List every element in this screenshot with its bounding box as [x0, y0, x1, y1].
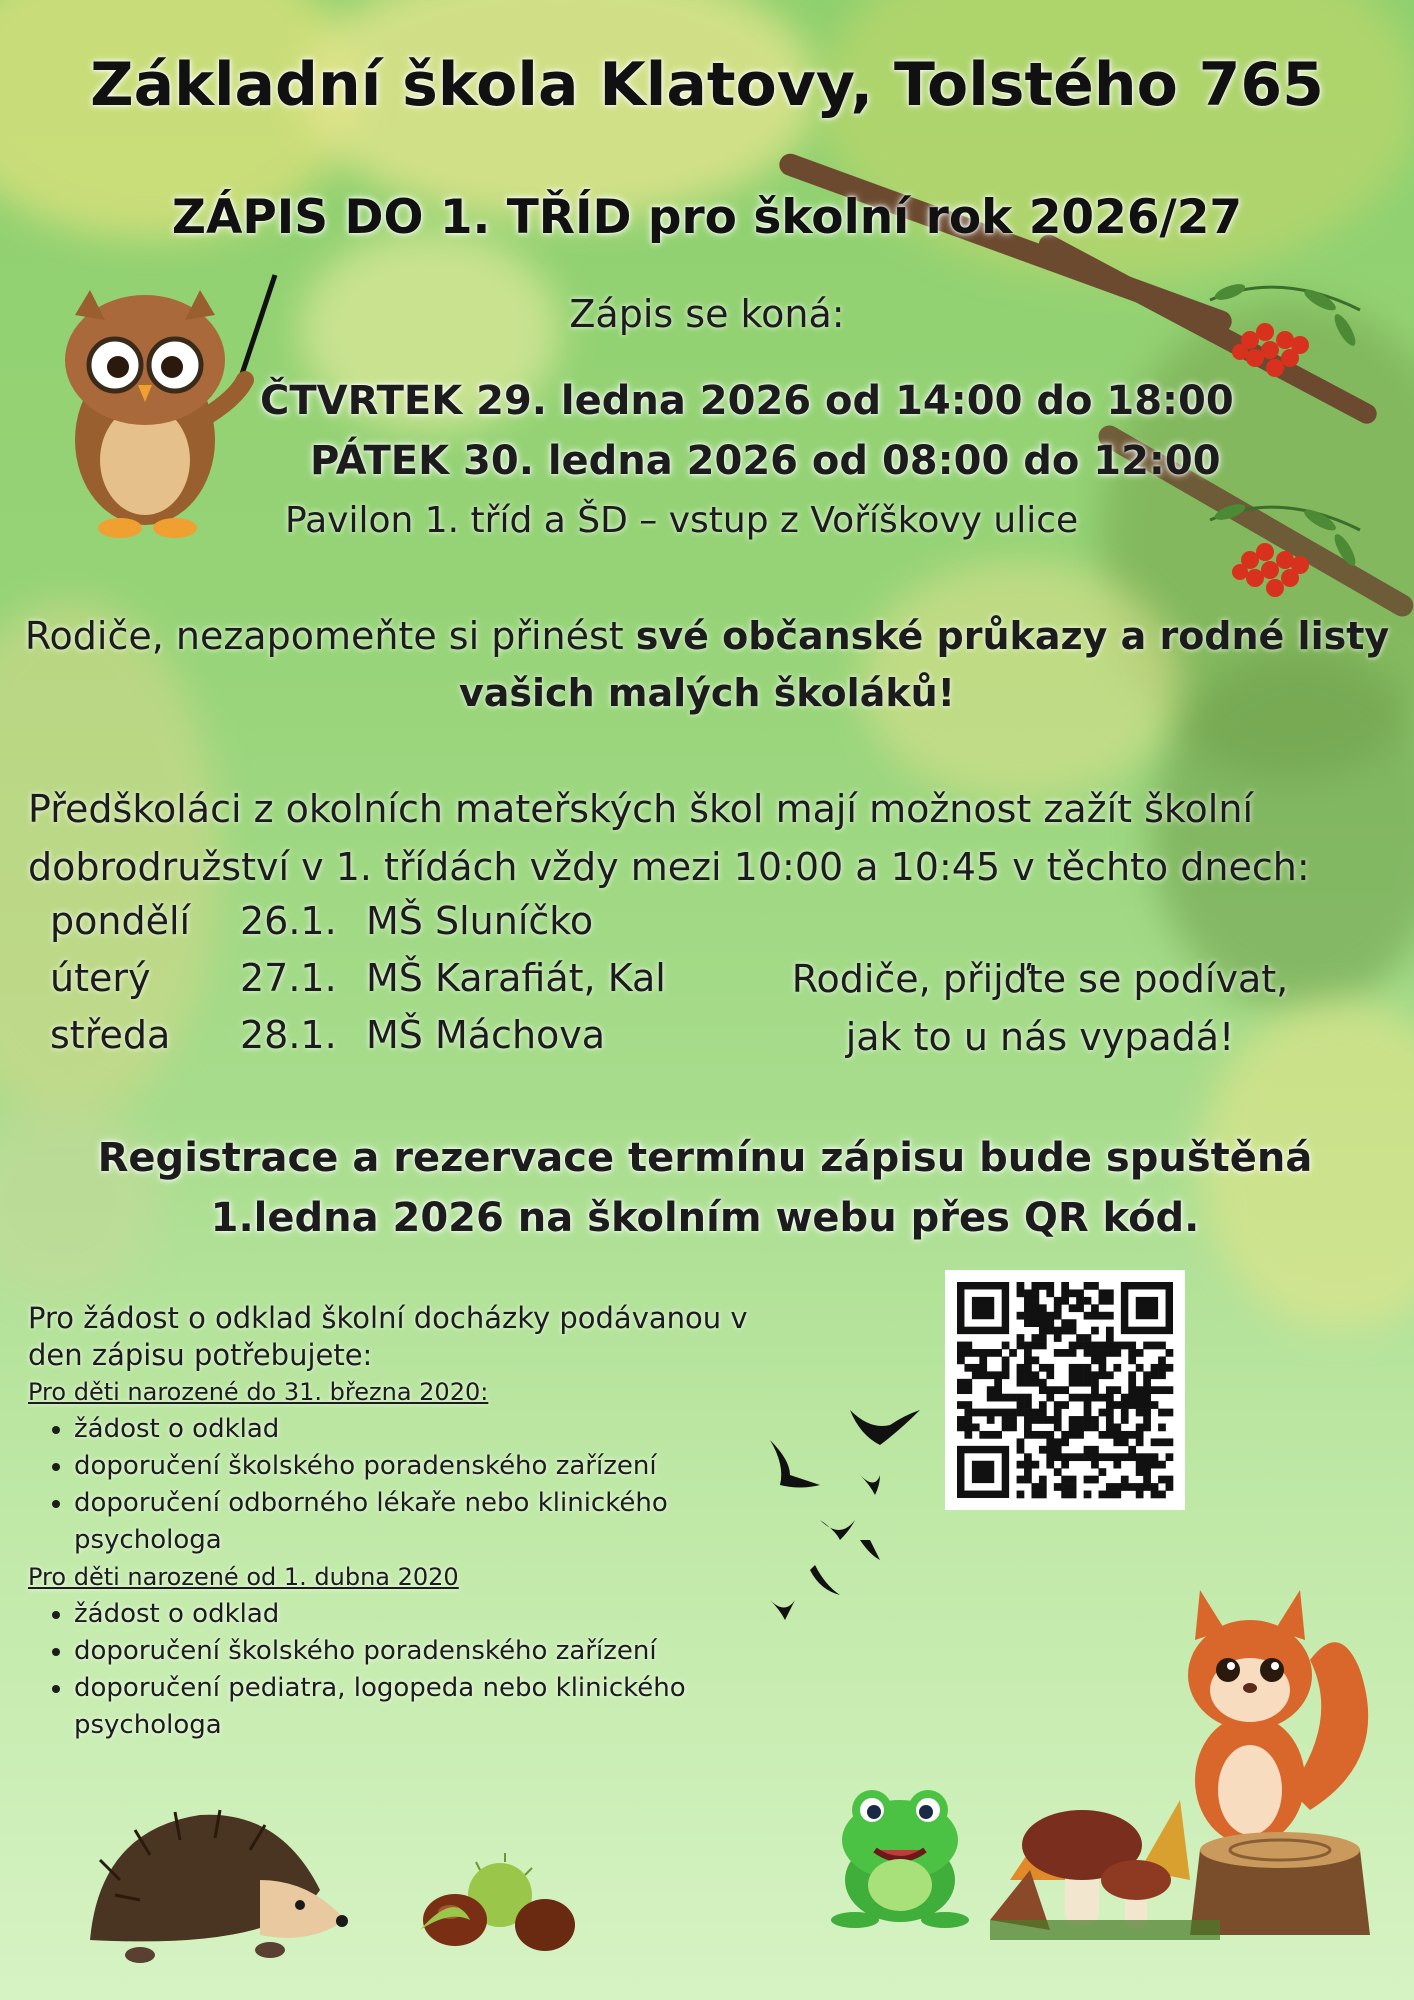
- birds-icon: [760, 1390, 930, 1630]
- registration-note: Registrace a rezervace termínu zápisu bude spuštěná 1.ledna 2026 na školním webu přes QR kód.: [97, 1135, 1313, 1241]
- rowan-berries-icon: [1200, 490, 1370, 610]
- hedgehog-icon: [80, 1800, 350, 1970]
- reminder-bold: své občanské průkazy a rodné listy vašich malých školáků!: [458, 614, 1390, 715]
- mushroom-icon: [990, 1760, 1220, 1940]
- list-item: • žádost o odklad: [74, 1596, 748, 1633]
- schedule-date: 28.1.: [240, 1012, 337, 1057]
- schedule-day: pondělí: [50, 898, 191, 943]
- qr-code-pattern: [945, 1270, 1185, 1510]
- documents-reminder: [20, 608, 1394, 722]
- schedule-row: [50, 1006, 666, 1063]
- location-text: Pavilon 1. tříd a ŠD – vstup z Voříškovy ulice: [285, 500, 1079, 541]
- school-title: Základní škola Klatovy, Tolstého 765: [90, 50, 1324, 120]
- parents-invite: Rodiče, přijďte se podívat, jak to u nás vypadá!: [791, 957, 1289, 1059]
- deferral-intro: Pro žádost o odklad školní docházky podávanou v den zápisu potřebujete:: [28, 1301, 748, 1372]
- chestnut-icon: [410, 1850, 590, 1960]
- schedule-school: MŠ Sluníčko: [366, 898, 594, 943]
- schedule-date: 27.1.: [240, 955, 337, 1000]
- preschool-schedule: [50, 892, 666, 1063]
- date-thursday: ČTVRTEK 29. ledna 2026 od 14:00 do 18:00: [260, 378, 1234, 424]
- schedule-school: MŠ Karafiát, Kal: [366, 955, 666, 1000]
- list-item: • doporučení školského poradenského zařízení: [74, 1448, 748, 1485]
- enrollment-heading: ZÁPIS DO 1. TŘÍD pro školní rok 2026/27: [171, 190, 1243, 245]
- schedule-row: [50, 892, 666, 949]
- list-item: • doporučení pediatra, logopeda nebo klinického psychologa: [74, 1670, 748, 1744]
- group1-title: Pro děti narozené do 31. března 2020:: [28, 1378, 489, 1406]
- group1-list: [28, 1411, 748, 1559]
- preschool-intro: Předškoláci z okolních mateřských škol mají možnost zažít školní dobrodružství v 1. třídách vždy mezi 10:00 a 10:45 v těchto dnech:: [28, 787, 1310, 889]
- list-item: • doporučení školského poradenského zařízení: [74, 1633, 748, 1670]
- schedule-row: [50, 949, 666, 1006]
- frog-icon: [820, 1770, 980, 1930]
- schedule-date: 26.1.: [240, 898, 337, 943]
- qr-code[interactable]: [945, 1270, 1185, 1510]
- schedule-school: MŠ Máchova: [366, 1012, 606, 1057]
- list-item: • doporučení odborného lékaře nebo klinického psychologa: [74, 1485, 748, 1559]
- deferral-requirements: [28, 1300, 748, 1744]
- reminder-plain: Rodiče, nezapomeňte si přinést: [24, 614, 636, 658]
- group2-list: [28, 1596, 748, 1744]
- enrollment-intro: Zápis se koná:: [569, 292, 845, 336]
- date-friday: PÁTEK 30. ledna 2026 od 08:00 do 12:00: [310, 438, 1221, 484]
- schedule-day: středa: [50, 1012, 171, 1057]
- schedule-day: úterý: [50, 955, 151, 1000]
- group2-title: Pro děti narozené od 1. dubna 2020: [28, 1563, 459, 1591]
- list-item: • žádost o odklad: [74, 1411, 748, 1448]
